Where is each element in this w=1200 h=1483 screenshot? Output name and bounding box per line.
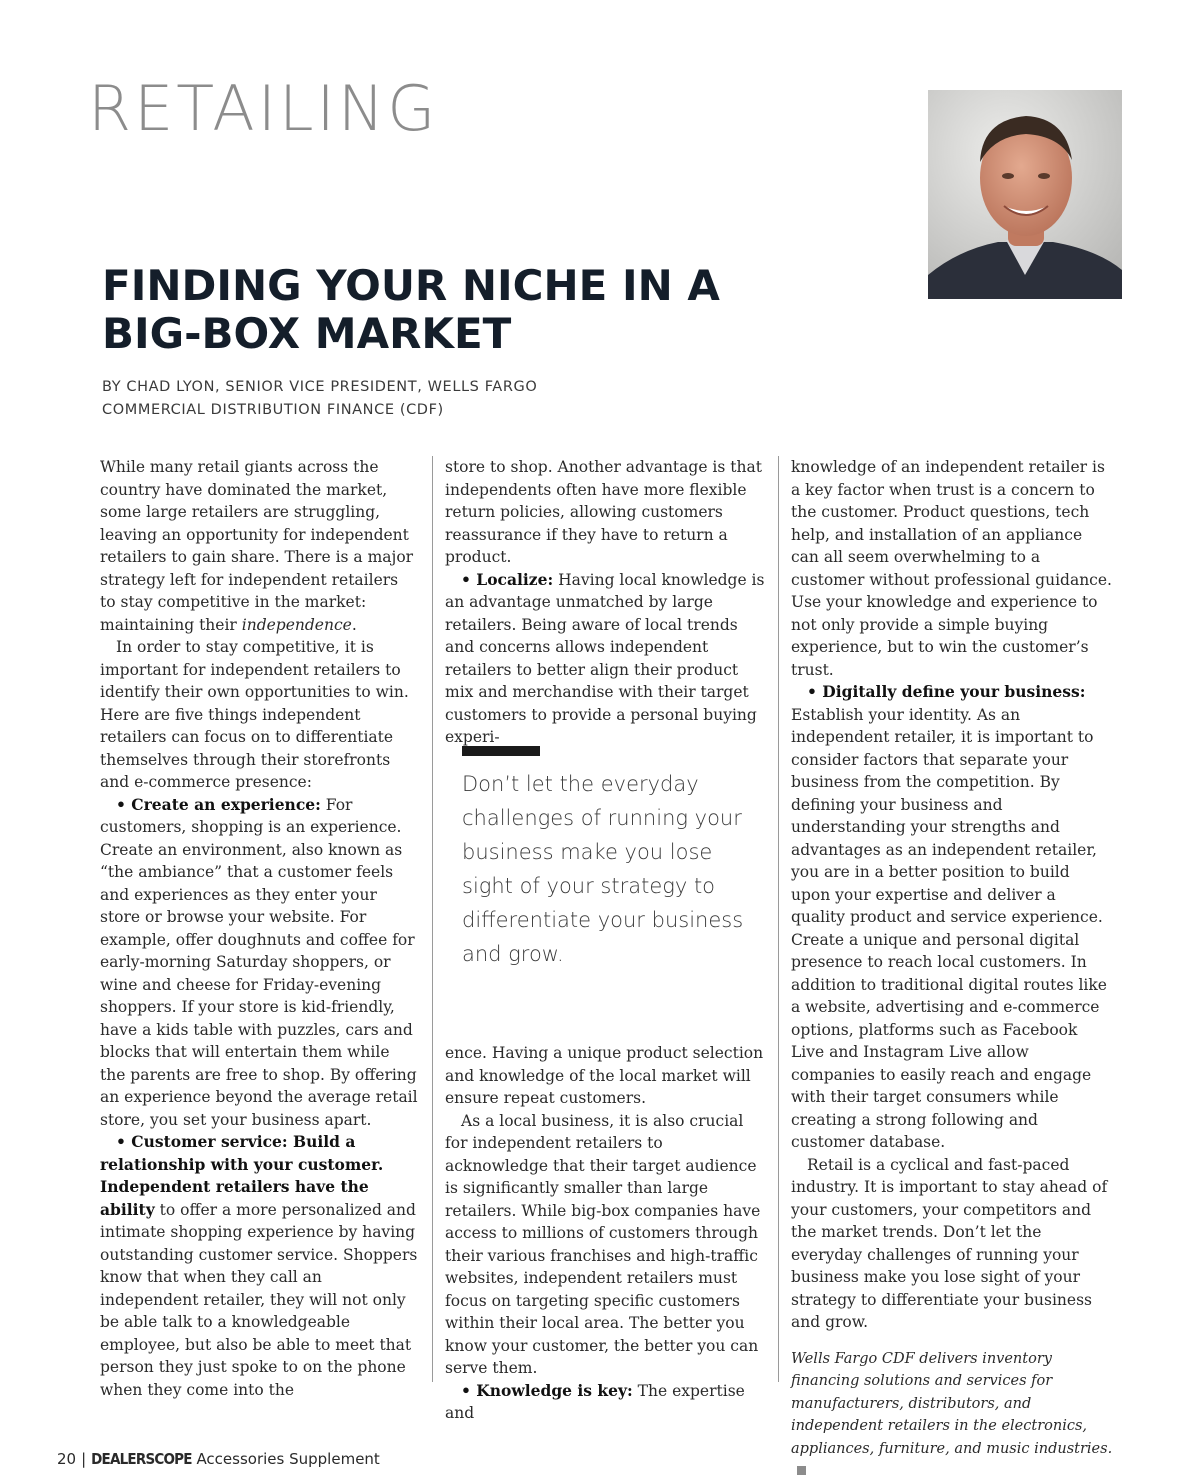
article-headline xyxy=(102,262,862,358)
emphasis-independence: independence xyxy=(241,615,352,634)
author-bio-text: Wells Fargo CDF delivers inventory financing solutions and services for manufacturers, distributors, and independent retailers in the electronics, appliances, furniture, and music industries. xyxy=(791,1350,1113,1457)
tip-customer-service-text: to offer a more personalized and intimate shopping experience by having outstanding customer service. Shoppers know that when they call an independent retailer, they will not only be able talk to a knowledgeable employee, but also be able to meet that person they just spoke to on the phone when they come into the xyxy=(100,1200,418,1399)
supplement-name: Accessories Supplement xyxy=(196,1450,380,1468)
headline-line-1: FINDING YOUR NICHE IN A xyxy=(102,261,720,310)
article-column-1 xyxy=(100,456,418,1401)
section-label: RETAILING xyxy=(88,72,439,145)
headline-line-2: BIG-BOX MARKET xyxy=(102,309,512,358)
tip-localize xyxy=(445,569,767,749)
paragraph-intro-end: . xyxy=(351,615,357,634)
pullquote-bar xyxy=(462,746,540,756)
tip-create-experience-heading: • Create an experience: xyxy=(116,794,321,814)
paragraph-repeat-customers: ence. Having a unique product selection and knowledge of the local market will ensure repeat customers. xyxy=(445,1044,764,1107)
tip-create-experience-text: For customers, shopping is an experience. Create an environment, also known as “the ambiance” that a customer feels and experiences as they enter your store or browse your website. For example, offer doughnuts and coffee for early-morning Saturday shoppers, or wine and cheese for Friday-evening shoppers. If your store is kid-friendly, have a kids table with puzzles, cars and blocks that will entertain them while the parents are free to shop. By offering an experience beyond the average retail store, you set your business apart. xyxy=(100,795,418,1129)
tip-knowledge-is-key xyxy=(445,1380,767,1425)
article-column-2-bottom xyxy=(445,1042,767,1425)
tip-customer-service-heading: • Customer service: Build a relationship with your customer. Independent retailers have the ability xyxy=(100,1132,384,1219)
tip-knowledge-heading: • Knowledge is key: xyxy=(461,1380,633,1400)
byline xyxy=(102,376,662,422)
magazine-brand: DEALERSCOPE xyxy=(91,1450,192,1468)
paragraph-conclusion: Retail is a cyclical and fast-paced industry. It is important to stay ahead of your customers, your competitors and the market trends. Don’t let the everyday challenges of running your business make you lose sight of your strategy to differentiate your business and grow. xyxy=(791,1155,1108,1331)
tip-customer-service xyxy=(100,1131,418,1401)
tip-create-experience xyxy=(100,794,418,1132)
tip-digitally-define xyxy=(791,681,1113,1154)
tip-digitally-define-heading: • Digitally define your business: xyxy=(807,682,1086,701)
byline-line-2: COMMERCIAL DISTRIBUTION FINANCE (CDF) xyxy=(102,402,444,418)
author-bio xyxy=(791,1348,1113,1483)
paragraph-intro xyxy=(100,456,418,636)
pullquote: Don’t let the everyday challenges of running your business make you lose sight of your strategy to differentiate your business and grow. xyxy=(462,772,744,966)
page-number: 20 xyxy=(57,1450,77,1468)
footer-separator: | xyxy=(81,1450,87,1468)
paragraph-trust: knowledge of an independent retailer is a key factor when trust is a concern to the customer. Product questions, tech help, and installation of an appliance can all seem overwhelming to a customer without professional guidance. Use your knowledge and experience to not only provide a simple buying experience, but to win the customer’s trust. xyxy=(791,458,1112,679)
tip-localize-heading: • Localize: xyxy=(461,569,554,589)
page-footer xyxy=(57,1452,380,1467)
tip-knowledge-text: The expertise and xyxy=(445,1381,745,1422)
column-divider-left xyxy=(432,456,433,1382)
paragraph-local-business: As a local business, it is also crucial for independent retailers to acknowledge that their target audience is significantly smaller than large retailers. While big-box companies have access to millions of customers through their various franchises and high-traffic websites, independent retailers must focus on targeting specific customers within their local area. The better you know your customer, the better you can serve them. xyxy=(445,1111,761,1377)
column-divider-right xyxy=(778,456,779,1382)
article-column-2-top xyxy=(445,456,767,749)
tip-localize-text: Having local knowledge is an advantage unmatched by large retailers. Being aware of local trends and concerns allows independent retailers to better align their product mix and merchandise with their target customers to provide a personal buying experi- xyxy=(445,570,765,746)
author-portrait-image xyxy=(928,90,1122,299)
byline-line-1: BY CHAD LYON, SENIOR VICE PRESIDENT, WELLS FARGO xyxy=(102,379,538,395)
paragraph-five-things: In order to stay competitive, it is important for independent retailers to identify their own opportunities to win. Here are five things independent retailers can focus on to differentiate themselves through their storefronts and e-commerce presence: xyxy=(100,638,409,791)
article-column-3 xyxy=(791,456,1113,1483)
paragraph-intro-text: While many retail giants across the country have dominated the market, some large retailers are struggling, leaving an opportunity for independent retailers to gain share. There is a major strategy left for independent retailers to stay competitive in the market: maintaining their xyxy=(100,458,414,634)
tip-digitally-define-text: Establish your identity. As an independent retailer, it is important to consider factors that separate your business from the competition. By defining your business and understanding your strengths and advantages as an independent retailer, you are in a better position to build upon your expertise and deliver a quality product and service experience. Create a unique and personal digital presence to reach local customers. In addition to traditional digital routes like a website, advertising and e-commerce options, platforms such as Facebook Live and Instagram Live allow companies to easily reach and engage with their target consumers while creating a strong following and customer database. xyxy=(791,705,1107,1151)
author-photo xyxy=(928,90,1122,299)
end-of-article-icon xyxy=(797,1466,806,1475)
paragraph-return-policies: store to shop. Another advantage is that independents often have more flexible return policies, allowing customers reassurance if they have to return a product. xyxy=(445,458,762,566)
